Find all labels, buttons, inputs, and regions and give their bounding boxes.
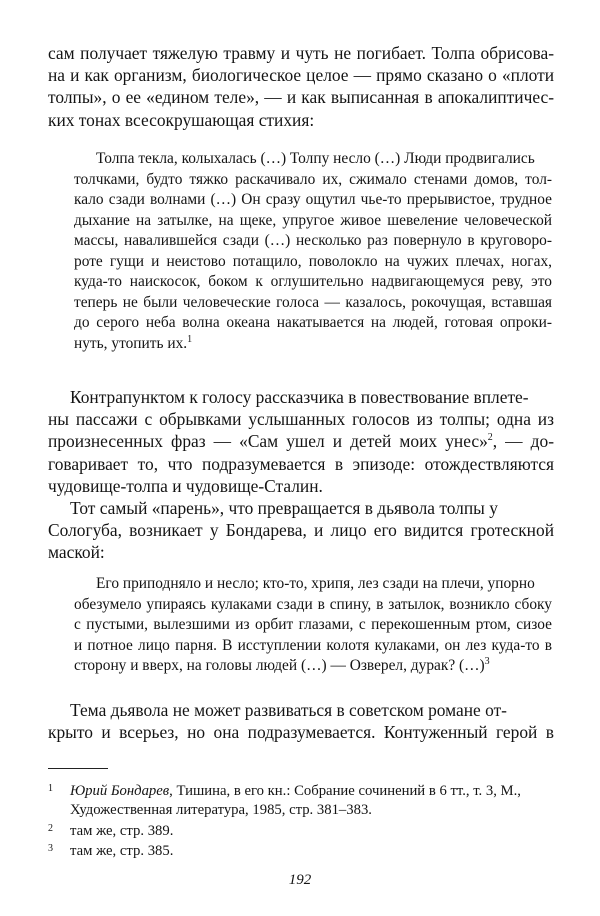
footnote-3 — [48, 842, 558, 861]
quote-line: роте гущи и неистово потащило, поволокло на чужих плечах, ногах, — [74, 252, 552, 270]
page-number: 192 — [288, 872, 312, 888]
text-line: толпы», о ее «едином теле», — и как выписанная в апокалиптичес- — [48, 87, 554, 108]
quote-line: Толпа текла, колыхалась (…) Толпу несло (…) Люди продвигались — [96, 150, 535, 167]
footnote-ref-2[interactable]: 2 — [487, 432, 493, 444]
block-quote-1 — [74, 149, 552, 354]
text-line: крыто и всерьез, но она подразумевается. Контуженный герой в — [48, 722, 554, 743]
quote-line: и потное лицо парня. В исступлении колотя кулаками, он лез куда-то в — [74, 636, 552, 654]
text-line: Тот самый «парень», что превращается в дьявола толпы у — [70, 498, 498, 518]
quote-line: Его приподняло и несло; кто-то, хрипя, лез сзади на плечи, упорно — [96, 575, 535, 592]
text-line: чудовище-толпа и чудовище-Сталин. — [48, 475, 323, 496]
quote-line: дыхание на затылке, на щеке, упругое живое шевеление человеческой — [74, 211, 552, 229]
footnote-divider — [48, 768, 108, 769]
text-line: сам получает тяжелую травму и чуть не погибает. Толпа обрисова- — [48, 43, 554, 63]
paragraph-2 — [48, 386, 554, 497]
footnote-1 — [48, 782, 558, 820]
paragraph-4 — [48, 699, 554, 743]
text-line: произнесенных фраз — «Сам ушел и детей моих унес»$^2$, — до- — [48, 431, 554, 452]
text-line: Сологуба, возникает у Бондарева, и лицо его видится гротескной — [48, 520, 554, 541]
quote-line: нуть, утопить их.$^1$ — [74, 333, 193, 352]
footnote-text: Художественная литература, 1985, стр. 381–383. — [70, 802, 372, 818]
quote-line: теперь не были человеческие голоса — казалось, рокочущая, вставшая — [74, 293, 552, 311]
text-line: ны пассажи с обрывками услышанных голосов из толпы; одна из — [48, 409, 554, 430]
text-line: на и как организм, биологическое целое — прямо сказано о «плоти — [48, 65, 554, 86]
quote-line: обезумело упираясь кулаками сзади в спину, в затылок, возникло сбоку — [74, 595, 552, 613]
quote-line: толчками, будто тяжко раскачивало их, сжимало стенами домов, тол- — [74, 170, 552, 188]
footnote-text: там же, стр. 389. — [70, 823, 174, 839]
footnote-author: Юрий Бондарев — [70, 783, 170, 799]
footnote-number: 2 — [48, 823, 53, 834]
footnote-text: там же, стр. 385. — [70, 843, 174, 859]
quote-line: куда-то наискосок, боком к оглушительно надвигающемуся реву, это — [74, 273, 552, 290]
footnote-2 — [48, 822, 558, 841]
text-line: говаривает то, что подразумевается в эпизоде: отождествляются — [48, 453, 554, 474]
footnote-number: 1 — [48, 783, 53, 794]
quote-line: кало сзади волнами (…) Он сразу ощутил чье-то прерывистое, трудное — [74, 191, 552, 208]
footnote-text: , Тишина, в его кн.: Собрание сочинений в 6 тт., т. 3, М., — [169, 783, 521, 799]
text-line: ких тонах всесокрушающая стихия: — [48, 109, 315, 130]
footnote-ref-3[interactable]: 3 — [484, 655, 490, 667]
text-line: маской: — [48, 542, 105, 563]
quote-line: с пустыми, вылезшими из орбит глазами, с перекошенным ртом, сизое — [74, 616, 552, 633]
text-line: Тема дьявола не может развиваться в советском романе от- — [70, 700, 507, 720]
text-line: Контрапунктом к голосу рассказчика в повествование вплете- — [70, 387, 529, 407]
footnote-number: 3 — [48, 843, 53, 854]
quote-line: до серого неба волна океана накатывается на людей, готовая опроки- — [74, 314, 552, 331]
paragraph-3 — [48, 497, 554, 564]
footnote-ref-1[interactable]: 1 — [187, 333, 193, 345]
paragraph-1 — [48, 42, 554, 131]
quote-line: сторону и вверх, на головы людей (…) — Озверел, дурак? (…)$^3$ — [74, 655, 490, 674]
quote-line: массы, навалившейся сзади (…) несколько раз повернуло в круговоро- — [74, 232, 552, 249]
block-quote-2 — [74, 574, 552, 677]
